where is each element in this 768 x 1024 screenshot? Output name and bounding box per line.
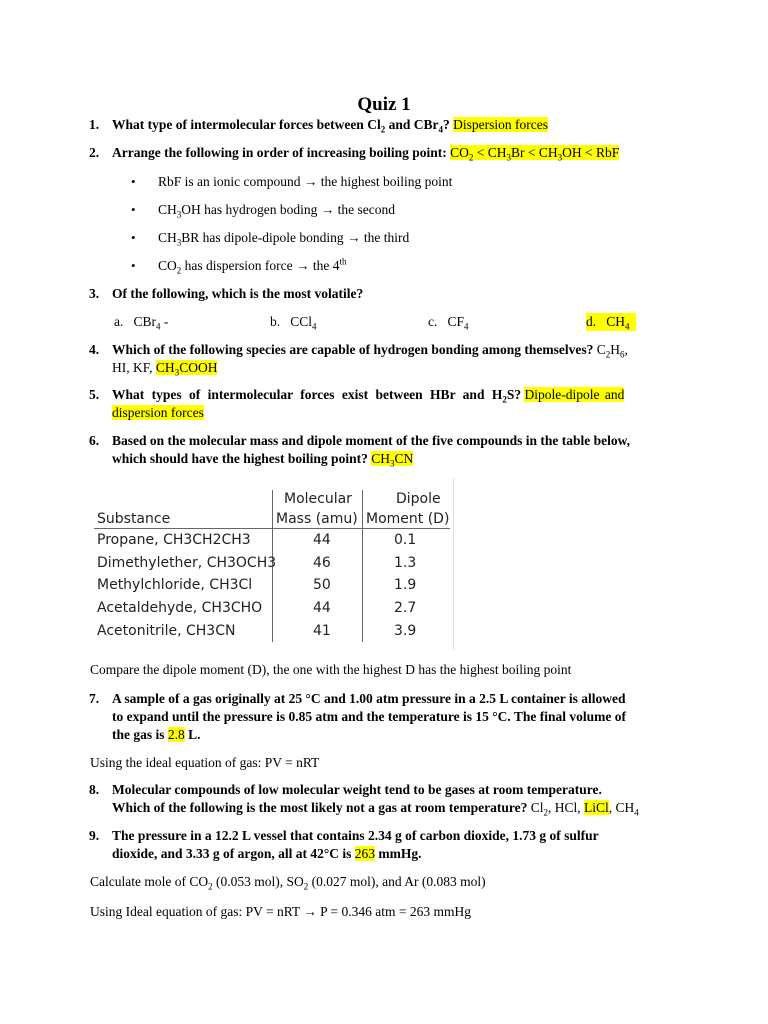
question-text: Which of the following species are capable of hydrogen bonding among themselves? $C_2H_6$, (112, 342, 628, 360)
question-text-line2: HI, KF, $CH_3COOH$ (112, 360, 218, 378)
answer-highlight: Dipole-dipole and (524, 387, 625, 402)
question-text: Molecular compounds of low molecular weight tend to be gases at room temperature. (112, 782, 602, 797)
question-2 (89, 144, 678, 163)
answer-highlight: 2.8 (167, 727, 185, 742)
bullet-icon: • (131, 258, 136, 273)
table-cell-mass: 44 (313, 600, 331, 616)
question-number: 5. (89, 387, 100, 402)
table-cell-dipole: 3.9 (394, 623, 417, 639)
question-text: Based on the molecular mass and dipole moment of the five compounds in the table below, (112, 433, 631, 448)
answer-highlight: $CO_2 < CH_3Br < CH_3OH$ < RbF (450, 145, 620, 163)
question-number: 9. (89, 828, 100, 843)
bullet-icon: • (131, 202, 136, 217)
question-1 (89, 116, 678, 135)
question-number: 2. (89, 145, 100, 160)
table-header: Molecular (284, 491, 352, 507)
option-a: a. CBr$_4$ - (114, 314, 169, 332)
table-cell-substance: Dimethylether, CH3OCH3 (97, 555, 277, 571)
question-number: 3. (89, 286, 100, 301)
question-text-line2: dioxide, and 3.33 g of argon, all at 42°C is 263 mmHg. (112, 846, 422, 861)
table-header: Mass (amu) (276, 511, 358, 527)
bullet-icon: • (131, 174, 136, 189)
answer-highlight: LiCl (584, 800, 609, 815)
question-text: Of the following, which is the most volatile? (112, 286, 364, 301)
question-text: What type of intermolecular forces between $Cl_2$ and CBr$_4$? Dispersion forces (112, 117, 548, 135)
table-cell-mass: 50 (313, 577, 331, 593)
arrow-icon: → (347, 230, 361, 245)
table-divider (362, 490, 363, 642)
answer-highlight: $CH_3CN$ (371, 451, 414, 469)
answer-highlight: dispersion forces (112, 405, 204, 420)
bullet-icon: • (131, 230, 136, 245)
answer-highlight: 263 (354, 846, 376, 861)
question-text-line3: the gas is 2.8 L. (112, 727, 201, 742)
question-4 (89, 341, 678, 378)
question-9 (89, 827, 678, 863)
arrow-icon: → (295, 258, 310, 273)
table-cell-substance: Propane, CH3CH2CH3 (97, 532, 251, 548)
table-cell-substance: Methylchloride, CH3Cl (97, 577, 253, 593)
question-text: A sample of a gas originally at 25 °C and 1.00 atm pressure in a 2.5 L container is allowed (112, 691, 626, 706)
question-number: 6. (89, 433, 100, 448)
question-8 (89, 781, 678, 818)
question-3 (89, 285, 678, 303)
question-text: What types of intermolecular forces exist between HBr and $H_2S$? Dipole-dipole and (112, 387, 625, 405)
option-d-answer: d. $CH_4$ (586, 313, 636, 331)
table-cell-dipole: 1.9 (394, 577, 417, 593)
table-cell-substance: Acetonitrile, CH3CN (97, 623, 236, 639)
table-header: Moment (D) (366, 511, 450, 527)
table-cell-substance: Acetaldehyde, CH3CHO (97, 600, 263, 616)
question-6 (89, 432, 678, 469)
table-cell-dipole: 1.3 (394, 555, 417, 571)
bullet-text: $CH_3OH$ has hydrogen boding → the second (158, 202, 395, 220)
question-text: The pressure in a 12.2 L vessel that contains 2.34 g of carbon dioxide, 1.73 g of sulfur (112, 828, 599, 843)
arrow-icon: → (303, 904, 317, 919)
compound-table (92, 478, 458, 650)
question-text-line2 (112, 404, 678, 422)
table-divider (453, 478, 454, 650)
bullet-text: $CH_3BR$ has dipole-dipole bonding → the third (158, 230, 410, 248)
question-number: 8. (89, 782, 100, 797)
note-final: Using Ideal equation of gas: PV = nRT → P = 0.346 atm = 263 mmHg (90, 904, 472, 919)
option-b: b. CCl$_4$ (270, 314, 317, 332)
note-dipole: Compare the dipole moment (D), the one with the highest D has the highest boiling point (90, 662, 572, 677)
table-header: Substance (97, 511, 171, 527)
note-mole: Calculate mole of $CO_2$ (0.053 mol), $SO_2$ (0.027 mol), and Ar (0.083 mol) (90, 874, 486, 892)
table-cell-dipole: 0.1 (394, 532, 417, 548)
question-7 (89, 690, 678, 744)
bullet-text: $CO_2$ has dispersion force → the 4th (158, 256, 347, 276)
table-header: Dipole (396, 491, 441, 507)
answer-highlight: Dispersion forces (453, 117, 548, 132)
arrow-icon: → (320, 202, 335, 217)
question-number: 1. (89, 117, 100, 132)
note-ideal-gas: Using the ideal equation of gas: PV = nRT (90, 755, 320, 770)
table-cell-mass: 41 (313, 623, 331, 639)
question-number: 4. (89, 342, 100, 357)
question-text-line2: to expand until the pressure is 0.85 atm and the temperature is 15 °C. The final volume of (112, 709, 627, 724)
answer-highlight: $CH_3COOH$ (155, 360, 218, 378)
question-number: 7. (89, 691, 100, 706)
question-text: Arrange the following in order of increasing boiling point: $CO_2 < CH_3Br < CH_3OH$ < RbF (112, 145, 620, 163)
page-title: Quiz 1 (357, 94, 411, 115)
option-c: c. $CF_4$ (428, 314, 469, 332)
arrow-icon: → (303, 174, 318, 189)
question-text-line2: which should have the highest boiling point? $CH_3CN$ (112, 451, 414, 469)
bullet-text: RbF is an ionic compound → the highest boiling point (158, 174, 453, 189)
table-cell-dipole: 2.7 (394, 600, 417, 616)
question-text-line2: Which of the following is the most likely not a gas at room temperature? $Cl_2$, HCl, LiCl, $CH_4$ (112, 800, 639, 818)
table-cell-mass: 46 (313, 555, 331, 571)
table-header-rule (94, 528, 450, 529)
table-cell-mass: 44 (313, 532, 331, 548)
question-5 (89, 386, 678, 422)
